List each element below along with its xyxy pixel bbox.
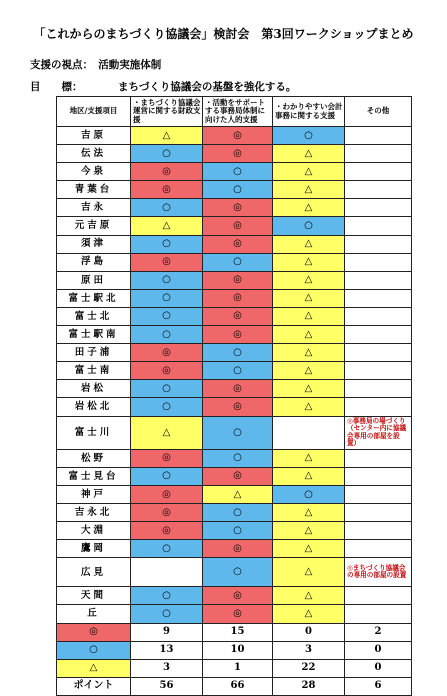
rating-cell: ○ [203,181,273,199]
rating-cell: ◎ [203,271,273,289]
other-cell [345,127,412,145]
other-cell [345,217,412,235]
other-cell [345,587,412,605]
rating-cell: △ [273,504,345,522]
rating-cell: △ [203,486,273,504]
rating-cell: △ [273,289,345,307]
area-name: 鷹岡 [57,540,131,558]
rating-cell: △ [131,127,203,145]
area-name: 元吉原 [57,217,131,235]
rating-cell: ○ [203,344,273,362]
other-cell [345,145,412,163]
summary-value: 0 [345,659,412,677]
rating-cell: ◎ [203,467,273,485]
table-row [57,289,412,307]
rating-cell: ◎ [203,127,273,145]
rating-cell: ○ [273,486,345,504]
rating-cell: ◎ [131,449,203,467]
summary-value: 56 [131,677,203,695]
rating-cell: ◎ [203,326,273,344]
rating-cell: ○ [203,558,273,587]
area-name: 富士南 [57,362,131,380]
summary-value: 13 [131,641,203,659]
other-cell: ◎事務局の場づくり（センター内に協議会専用の部屋を設置） [345,416,412,449]
header-financial-support: ・まちづくり協議会運営に関する財政支援 [131,97,203,127]
table-row [57,163,412,181]
rating-cell: ◎ [203,307,273,325]
rating-cell: △ [273,163,345,181]
other-cell [345,181,412,199]
rating-cell: ○ [131,271,203,289]
rating-cell: ◎ [131,163,203,181]
rating-cell: ◎ [203,398,273,416]
other-cell [345,504,412,522]
other-cell [345,522,412,540]
rating-cell: ◎ [203,199,273,217]
rating-cell: ○ [131,467,203,485]
summary-value: 10 [203,641,273,659]
rating-cell: ◎ [131,504,203,522]
summary-label: ポイント [57,677,131,695]
summary-value: 9 [131,623,203,641]
goal-text: まちづくり協議会の基盤を強化する。 [118,81,297,93]
rating-cell: ○ [131,540,203,558]
rating-cell: ◎ [203,235,273,253]
rating-cell: △ [273,181,345,199]
rating-cell: ◎ [131,344,203,362]
rating-cell: △ [131,416,203,449]
rating-cell: ○ [131,326,203,344]
table-row [57,362,412,380]
area-name: 原田 [57,271,131,289]
area-name: 今泉 [57,163,131,181]
table-row [57,558,412,587]
rating-cell: △ [131,217,203,235]
rating-cell: ○ [131,235,203,253]
table-row [57,253,412,271]
other-cell [345,199,412,217]
table-row [57,522,412,540]
rating-cell: ○ [131,199,203,217]
summary-label: ○ [57,641,131,659]
rating-cell: △ [273,271,345,289]
rating-cell [273,416,345,449]
summary-value: 15 [203,623,273,641]
summary-row [57,623,412,641]
rating-cell: ○ [131,289,203,307]
area-name: 須津 [57,235,131,253]
rating-cell: △ [273,326,345,344]
header-other: その他 [345,97,412,127]
other-cell [345,163,412,181]
table-row [57,326,412,344]
area-name: 富士北 [57,307,131,325]
header-area: 地区/支援項目 [57,97,131,127]
rating-cell: ○ [203,449,273,467]
summary-value: 66 [203,677,273,695]
other-cell [345,271,412,289]
rating-cell: ◎ [203,217,273,235]
other-cell [345,449,412,467]
area-name: 吉永 [57,199,131,217]
other-cell [345,540,412,558]
rating-cell: ◎ [131,486,203,504]
area-name: 神戸 [57,486,131,504]
table-row [57,540,412,558]
table-row [57,416,412,449]
rating-cell: ◎ [131,181,203,199]
rating-cell: △ [273,362,345,380]
area-name: 富士見台 [57,467,131,485]
rating-cell: ○ [203,504,273,522]
rating-cell [131,558,203,587]
other-cell [345,467,412,485]
table-row [57,380,412,398]
rating-cell: △ [273,344,345,362]
rating-cell: ○ [273,217,345,235]
rating-cell: ◎ [203,605,273,623]
summary-value: 1 [203,659,273,677]
summary-value: 0 [345,641,412,659]
table-row [57,199,412,217]
area-name: 富士駅南 [57,326,131,344]
table-row [57,486,412,504]
other-cell [345,235,412,253]
area-name: 富士川 [57,416,131,449]
rating-cell: ○ [131,145,203,163]
rating-cell: ○ [131,398,203,416]
table-row [57,271,412,289]
area-name: 青葉台 [57,181,131,199]
summary-value: 3 [273,641,345,659]
goal-line [30,79,296,94]
header-staff-support: ・活動をサポートする事務局体制に向けた人的支援 [203,97,273,127]
rating-cell: ○ [203,362,273,380]
area-name: 吉永北 [57,504,131,522]
rating-cell: ◎ [203,587,273,605]
area-name: 松野 [57,449,131,467]
table-row [57,181,412,199]
rating-cell: △ [273,145,345,163]
other-cell [345,605,412,623]
rating-cell: ○ [273,127,345,145]
rating-cell: ◎ [203,380,273,398]
area-name: 岩松北 [57,398,131,416]
table-row [57,398,412,416]
summary-table [56,96,412,696]
support-viewpoint: 支援の視点： 活動実施体制 [30,59,162,71]
other-cell [345,289,412,307]
other-cell [345,380,412,398]
other-cell [345,326,412,344]
rating-cell: △ [273,235,345,253]
other-cell [345,253,412,271]
area-name: 広見 [57,558,131,587]
rating-cell: ○ [203,416,273,449]
document-title: 「これからのまちづくり協議会」検討会 第3回ワークショップまとめ [33,27,414,41]
area-name: 岩松 [57,380,131,398]
other-cell: ◎まちづくり協議会の専用の部屋の設置 [345,558,412,587]
rating-cell: △ [273,398,345,416]
rating-cell: △ [273,587,345,605]
table-row [57,145,412,163]
rating-cell: ○ [203,522,273,540]
rating-cell: ○ [131,587,203,605]
summary-value: 2 [345,623,412,641]
rating-cell: △ [273,307,345,325]
rating-cell: ◎ [203,540,273,558]
rating-cell: △ [273,467,345,485]
rating-cell: △ [273,540,345,558]
area-name: 天間 [57,587,131,605]
table-row [57,587,412,605]
rating-cell: △ [273,449,345,467]
rating-cell: ◎ [131,253,203,271]
rating-cell: △ [273,558,345,587]
table-row [57,235,412,253]
rating-cell: △ [273,605,345,623]
rating-cell: ◎ [203,145,273,163]
summary-label: ◎ [57,623,131,641]
table-row [57,449,412,467]
summary-label: △ [57,659,131,677]
summary-value: 28 [273,677,345,695]
other-cell [345,486,412,504]
area-name: 伝法 [57,145,131,163]
area-name: 富士駅北 [57,289,131,307]
table-row [57,504,412,522]
area-name: 田子浦 [57,344,131,362]
summary-value: 6 [345,677,412,695]
rating-cell: ○ [131,380,203,398]
table-row [57,467,412,485]
summary-value: 0 [273,623,345,641]
other-cell [345,398,412,416]
table-row [57,127,412,145]
table-row [57,605,412,623]
summary-row [57,659,412,677]
summary-row [57,677,412,695]
rating-cell: ◎ [131,522,203,540]
rating-cell: △ [273,522,345,540]
rating-cell: ○ [131,307,203,325]
rating-cell: ◎ [203,289,273,307]
other-cell [345,307,412,325]
header-accounting-support: ・わかりやすい会計事務に関する支援 [273,97,345,127]
rating-cell: ○ [131,605,203,623]
table-row [57,307,412,325]
area-name: 大淵 [57,522,131,540]
rating-cell: ○ [203,163,273,181]
table-row [57,344,412,362]
goal-label: 目 標： [30,81,83,93]
area-name: 浮島 [57,253,131,271]
rating-cell: △ [273,199,345,217]
rating-cell: ○ [203,253,273,271]
other-cell [345,362,412,380]
other-cell [345,344,412,362]
rating-cell: △ [273,253,345,271]
summary-row [57,641,412,659]
rating-cell: ◎ [131,362,203,380]
area-name: 吉原 [57,127,131,145]
summary-value: 3 [131,659,203,677]
table-row [57,217,412,235]
rating-cell: △ [273,380,345,398]
header-row [57,97,412,127]
summary-value: 22 [273,659,345,677]
area-name: 丘 [57,605,131,623]
